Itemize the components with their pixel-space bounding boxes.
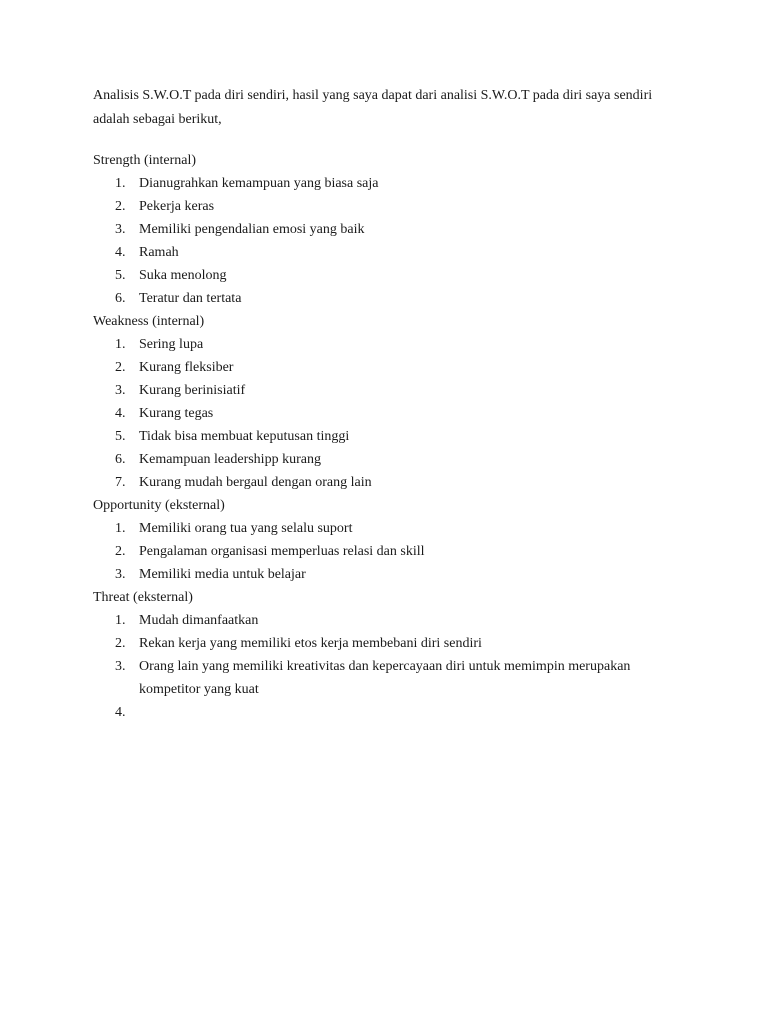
section-opportunity	[93, 494, 688, 586]
list-item-text: Ramah	[139, 245, 179, 260]
list-item-number: 3.	[115, 383, 126, 398]
list-item-text: Teratur dan tertata	[139, 291, 242, 306]
list-item	[93, 701, 688, 724]
list-item-number: 3.	[115, 567, 126, 582]
list-item-text: Rekan kerja yang memiliki etos kerja membebani diri sendiri	[139, 636, 482, 651]
list-item-number: 2.	[115, 199, 126, 214]
list-item-number: 4.	[115, 705, 126, 720]
section-list	[93, 609, 688, 724]
list-item-text: Kurang berinisiatif	[139, 383, 246, 398]
section-list	[93, 517, 688, 586]
list-item-number: 1.	[115, 521, 126, 536]
list-item-number: 4.	[115, 245, 126, 260]
list-item	[93, 379, 688, 402]
section-list	[93, 172, 688, 310]
list-item	[93, 632, 688, 655]
list-item	[93, 517, 688, 540]
list-item	[93, 287, 688, 310]
list-item-number: 5.	[115, 429, 126, 444]
list-item-number: 1.	[115, 613, 126, 628]
list-item-text: Memiliki pengendalian emosi yang baik	[139, 222, 365, 237]
list-item	[93, 425, 688, 448]
list-item-number: 5.	[115, 268, 126, 283]
list-item-text: Sering lupa	[139, 337, 204, 352]
section-heading: Weakness (internal)	[93, 314, 205, 329]
section-heading: Strength (internal)	[93, 153, 197, 168]
list-item-number: 7.	[115, 475, 126, 490]
intro-paragraph: Analisis S.W.O.T pada diri sendiri, hasil yang saya dapat dari analisi S.W.O.T pada diri saya sendiri adalah sebagai berikut,	[93, 88, 653, 127]
section-heading: Opportunity (eksternal)	[93, 498, 225, 513]
list-item-text: Kemampuan leadershipp kurang	[139, 452, 321, 467]
list-item-text: Pengalaman organisasi memperluas relasi dan skill	[139, 544, 425, 559]
list-item	[93, 172, 688, 195]
list-item	[93, 264, 688, 287]
section-strength	[93, 149, 688, 310]
list-item-text: Kurang tegas	[139, 406, 214, 421]
list-item	[93, 333, 688, 356]
list-item	[93, 448, 688, 471]
list-item-number: 1.	[115, 337, 126, 352]
list-item	[93, 356, 688, 379]
list-item-text: Tidak bisa membuat keputusan tinggi	[139, 429, 350, 444]
list-item-text: Pekerja keras	[139, 199, 215, 214]
list-item-text: Mudah dimanfaatkan	[139, 613, 259, 628]
section-heading: Threat (eksternal)	[93, 590, 193, 605]
list-item	[93, 471, 688, 494]
list-item	[93, 195, 688, 218]
list-item-number: 6.	[115, 452, 126, 467]
list-item-number: 2.	[115, 544, 126, 559]
list-item-number: 2.	[115, 360, 126, 375]
list-item-number: 2.	[115, 636, 126, 651]
section-threat	[93, 586, 688, 724]
list-item-number: 4.	[115, 406, 126, 421]
section-weakness	[93, 310, 688, 494]
list-item-text: Kurang fleksiber	[139, 360, 234, 375]
list-item	[93, 402, 688, 425]
list-item-number: 3.	[115, 659, 126, 674]
list-item-text	[139, 701, 688, 724]
list-item-text: Dianugrahkan kemampuan yang biasa saja	[139, 176, 379, 191]
list-item	[93, 609, 688, 632]
list-item-text: Kurang mudah bergaul dengan orang lain	[139, 475, 372, 490]
list-item-number: 1.	[115, 176, 126, 191]
list-item	[93, 540, 688, 563]
list-item-text: Orang lain yang memiliki kreativitas dan kepercayaan diri untuk memimpin merupakan kompetitor yang kuat	[139, 659, 631, 697]
list-item-number: 3.	[115, 222, 126, 237]
list-item-text: Suka menolong	[139, 268, 227, 283]
list-item-text: Memiliki media untuk belajar	[139, 567, 306, 582]
list-item	[93, 241, 688, 264]
section-list	[93, 333, 688, 494]
list-item	[93, 218, 688, 241]
list-item-text: Memiliki orang tua yang selalu suport	[139, 521, 353, 536]
list-item-number: 6.	[115, 291, 126, 306]
swot-sections	[93, 149, 688, 724]
list-item	[93, 655, 688, 701]
list-item	[93, 563, 688, 586]
